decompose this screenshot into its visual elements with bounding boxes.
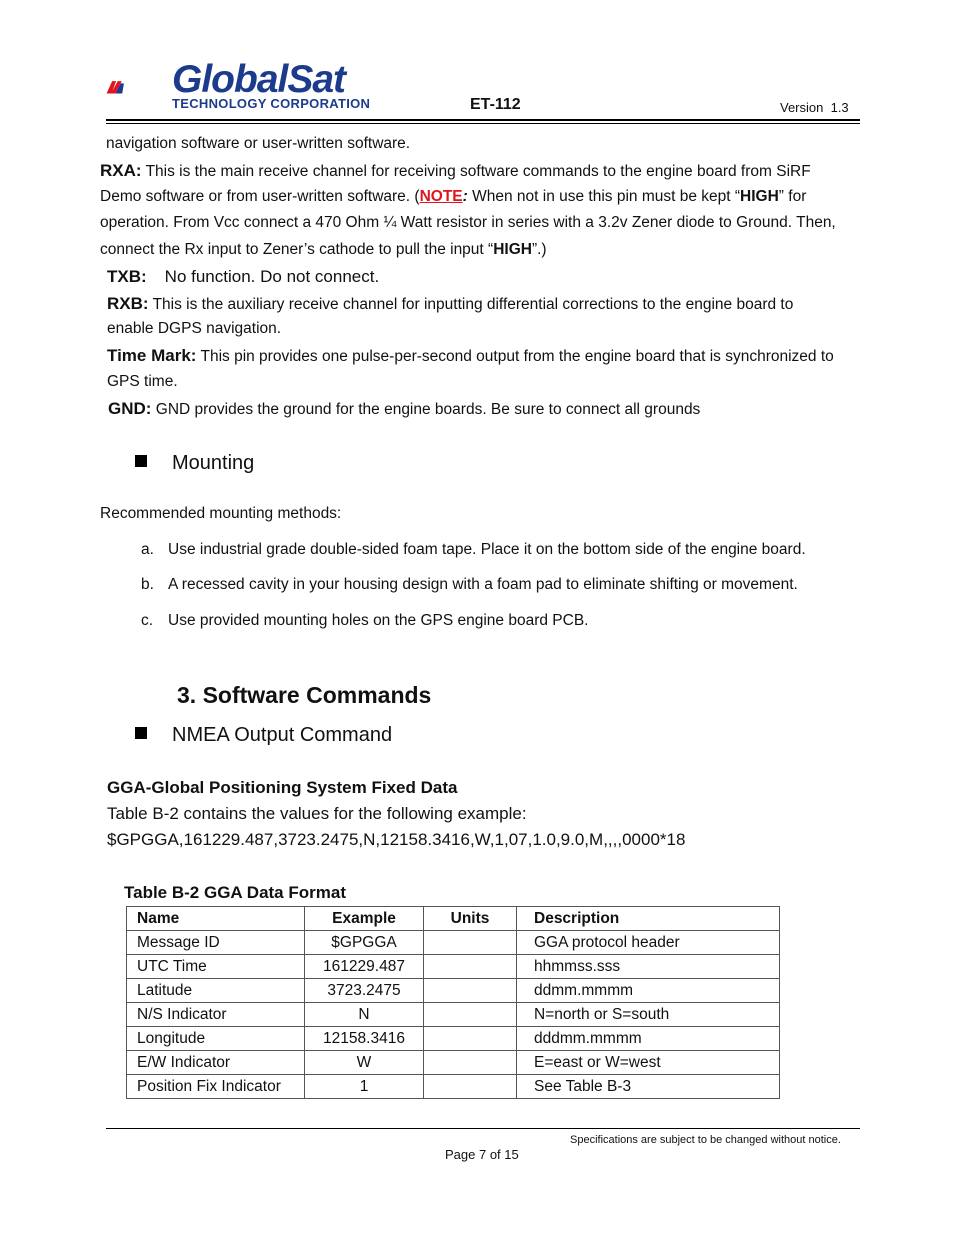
cell-name: Latitude [127, 979, 305, 1003]
cell-units [424, 955, 517, 979]
cell-units [424, 1003, 517, 1027]
table-row [127, 1051, 780, 1075]
cell-description: ddmm.mmmm [517, 979, 780, 1003]
pin-intro-text: navigation software or user-written software. [106, 135, 411, 152]
table-row [127, 931, 780, 955]
pin-rxb-text-1: This is the auxiliary receive channel for inputting differential corrections to the engine board to [148, 296, 794, 313]
header-example: Example [305, 907, 424, 931]
pin-rxa-text-2c: ” for [778, 188, 807, 205]
cell-description: E=east or W=west [517, 1051, 780, 1075]
brand-subtitle: TECHNOLOGY CORPORATION [172, 96, 371, 111]
header-rule-thin [106, 123, 860, 124]
cell-example: $GPGGA [305, 931, 424, 955]
gga-heading: GGA-Global Positioning System Fixed Data [107, 778, 458, 797]
table-row [127, 1075, 780, 1099]
cell-units [424, 1051, 517, 1075]
nmea-heading: NMEA Output Command [172, 724, 393, 746]
cell-units [424, 979, 517, 1003]
pin-rxa-text-4a: connect the Rx input to Zener’s cathode to pull the input “ [100, 241, 494, 258]
gga-intro: Table B-2 contains the values for the following example: [107, 804, 527, 823]
cell-name: Longitude [127, 1027, 305, 1051]
pin-timemark-text-1: This pin provides one pulse-per-second output from the engine board that is synchronized to [196, 348, 834, 365]
pin-rxa-text-1: This is the main receive channel for receiving software commands to the engine board from SiRF [141, 163, 811, 180]
list-marker-c: c. [141, 612, 154, 629]
cell-name: Message ID [127, 931, 305, 955]
pin-timemark-line1 [107, 343, 834, 370]
cell-example: 12158.3416 [305, 1027, 424, 1051]
pin-rxa-line3: operation. From Vcc connect a 470 Ohm ¼ Watt resistor in series with a 3.2v Zener diode to Ground. Then, [100, 214, 836, 231]
high-emphasis: HIGH [740, 188, 779, 205]
page-number: Page 7 of 15 [445, 1147, 519, 1162]
cell-example: 3723.2475 [305, 979, 424, 1003]
pin-gnd-label: GND: [108, 399, 152, 418]
pin-rxa-line1 [100, 158, 811, 185]
pin-rxb-line1 [107, 291, 793, 318]
table-row [127, 955, 780, 979]
cell-units [424, 1075, 517, 1099]
pin-timemark-label: Time Mark: [107, 346, 197, 365]
high-emphasis-2: HIGH [493, 241, 532, 258]
cell-description: dddmm.mmmm [517, 1027, 780, 1051]
header-name: Name [127, 907, 305, 931]
table-header-row [127, 907, 780, 931]
cell-units [424, 931, 517, 955]
cell-description: GGA protocol header [517, 931, 780, 955]
pin-gnd-text: GND provides the ground for the engine boards. Be sure to connect all grounds [151, 401, 701, 418]
table-row [127, 1003, 780, 1027]
list-item-c: Use provided mounting holes on the GPS engine board PCB. [168, 612, 589, 629]
cell-description: hhmmss.sss [517, 955, 780, 979]
list-item-a: Use industrial grade double-sided foam tape. Place it on the bottom side of the engine board. [168, 541, 806, 558]
pin-gnd [108, 396, 700, 423]
mounting-intro: Recommended mounting methods: [100, 505, 342, 522]
gga-data-format-table [126, 906, 780, 1099]
pin-rxa-line2 [100, 184, 806, 210]
cell-example: 1 [305, 1075, 424, 1099]
cell-units [424, 1027, 517, 1051]
footer-rule [106, 1128, 860, 1129]
pin-rxb-label: RXB: [107, 294, 149, 313]
pin-txb-label: TXB: [107, 267, 147, 286]
header-rule [106, 119, 860, 121]
note-colon: : [462, 188, 468, 205]
footer-notice: Specifications are subject to be changed without notice. [570, 1134, 841, 1146]
pin-rxb-line2: enable DGPS navigation. [107, 320, 282, 337]
globalsat-logo-mark [106, 62, 176, 112]
cell-example: W [305, 1051, 424, 1075]
brand-wordmark: GlobalSat [172, 58, 346, 101]
cell-name: Position Fix Indicator [127, 1075, 305, 1099]
table-caption: Table B-2 GGA Data Format [124, 883, 346, 902]
version-label: Version 1.3 [780, 100, 849, 115]
pin-rxa-line4 [100, 237, 547, 263]
cell-name: UTC Time [127, 955, 305, 979]
square-bullet-icon-2 [135, 727, 147, 739]
cell-example: N [305, 1003, 424, 1027]
cell-name: N/S Indicator [127, 1003, 305, 1027]
cell-example: 161229.487 [305, 955, 424, 979]
table-row [127, 979, 780, 1003]
pin-rxa-text-2a: Demo software or from user-written software. ( [100, 188, 420, 205]
note-label: NOTE [419, 188, 463, 205]
header-units: Units [424, 907, 517, 931]
pin-timemark-line2: GPS time. [107, 373, 178, 390]
list-marker-a: a. [141, 541, 154, 558]
cell-name: E/W Indicator [127, 1051, 305, 1075]
square-bullet-icon [135, 455, 147, 467]
pin-txb-text: No function. Do not connect. [164, 267, 380, 286]
pin-txb [107, 264, 379, 290]
list-item-b: A recessed cavity in your housing design with a foam pad to eliminate shifting or movement. [168, 576, 798, 593]
pin-rxa-text-4b: ”.) [531, 241, 547, 258]
gga-example-sentence: $GPGGA,161229.487,3723.2475,N,12158.3416,W,1,07,1.0,9.0,M,,,,0000*18 [107, 830, 686, 849]
mounting-heading: Mounting [172, 452, 255, 474]
list-marker-b: b. [141, 576, 154, 593]
cell-description: N=north or S=south [517, 1003, 780, 1027]
document-title: ET-112 [470, 96, 521, 113]
cell-description: See Table B-3 [517, 1075, 780, 1099]
pin-rxa-text-2b: When not in use this pin must be kept “ [467, 188, 741, 205]
table-row [127, 1027, 780, 1051]
section-title: 3. Software Commands [177, 682, 432, 708]
pin-rxa-label: RXA: [100, 161, 142, 180]
header-description: Description [517, 907, 780, 931]
